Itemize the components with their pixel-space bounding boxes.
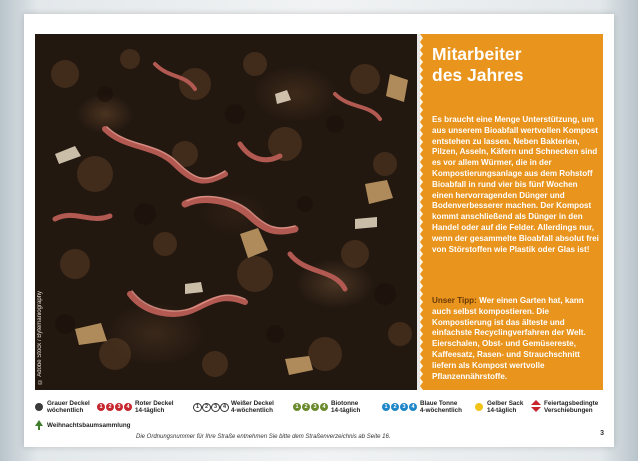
headline-line-1: Mitarbeiter bbox=[432, 44, 522, 64]
headline bbox=[432, 44, 523, 86]
legend-yellow-text: Gelber Sack 14-täglich bbox=[487, 400, 524, 414]
white-number-4-icon: 4 bbox=[220, 403, 229, 412]
collection-legend bbox=[35, 394, 605, 434]
blue-number-2-icon: 2 bbox=[391, 403, 399, 411]
blue-number-4-icon: 4 bbox=[409, 403, 417, 411]
legend-white-text: Weißer Deckel 4-wöchentlich bbox=[231, 400, 274, 414]
headline-line-2: des Jahres bbox=[432, 65, 524, 85]
red-number-1-icon: 1 bbox=[97, 403, 105, 411]
photo-credit: © Adobe Stock / Bytemaniography bbox=[37, 290, 43, 384]
white-number-2-icon: 2 bbox=[202, 403, 211, 412]
compost-worms-photo bbox=[35, 34, 420, 390]
legend-red-text: Roter Deckel 14-täglich bbox=[135, 400, 174, 414]
blue-number-1-icon: 1 bbox=[382, 403, 390, 411]
page-number: 3 bbox=[600, 430, 604, 437]
green-number-3-icon: 3 bbox=[311, 403, 319, 411]
red-number-4-icon: 4 bbox=[124, 403, 132, 411]
page-sheet bbox=[24, 14, 614, 447]
red-number-3-icon: 3 bbox=[115, 403, 123, 411]
article-body: Es braucht eine Menge Unterstützung, um aus unserem Bioabfall wertvollen Kompost entstehen zu lassen. Neben Bakterien, Pilzen, Asseln, Käfern und Schnecken sind es vor allem Würmer, die in der Kompostierungsanlage aus dem Rohstoff Bioabfall in rund vier bis fünf Wochen einen hervorragenden Dünger und Bodenverbesserer machen. Der Kompost kommt anschließend als Dünger in den Handel oder auf die Felder. Allerdings nur, wenn der gesammelte Bioabfall absolut frei von Störstoffen wie Plastik oder Glas ist! bbox=[432, 115, 599, 254]
green-number-4-icon: 4 bbox=[320, 403, 328, 411]
red-arrows-icon bbox=[531, 400, 541, 412]
footnote: Die Ordnungsnummer für Ihre Straße entnehmen Sie bitte dem Straßenverzeichnis ab Seite 16. bbox=[136, 434, 391, 440]
worms-illustration bbox=[35, 34, 420, 390]
tree-icon bbox=[35, 420, 43, 430]
perforated-edge bbox=[417, 34, 423, 390]
legend-bio-text: Biotonne 14-täglich bbox=[331, 400, 361, 414]
gray-dot-icon bbox=[35, 403, 43, 411]
blue-number-3-icon: 3 bbox=[400, 403, 408, 411]
article-panel bbox=[420, 34, 603, 390]
yellow-dot-icon bbox=[475, 403, 483, 411]
tip-paragraph bbox=[432, 296, 600, 382]
red-number-2-icon: 2 bbox=[106, 403, 114, 411]
legend-gray-text: Grauer Deckel wöchentlich bbox=[47, 400, 90, 414]
green-number-1-icon: 1 bbox=[293, 403, 301, 411]
tip-text: Wer einen Garten hat, kann auch selbst kompostieren. Die Kompostierung ist das älteste und einfachste Recyclingverfahren der Welt. Eierschalen, Obst- und Gemüsereste, Kaffeesatz, Rasen- und Strauchschnitt liefern als Kompost wertvolle Pflanzennährstoffe. bbox=[432, 296, 586, 381]
white-number-1-icon: 1 bbox=[193, 403, 202, 412]
green-number-2-icon: 2 bbox=[302, 403, 310, 411]
tip-label: Unser Tipp: bbox=[432, 296, 477, 305]
legend-blue-text: Blaue Tonne 4-wöchentlich bbox=[420, 400, 462, 414]
white-number-3-icon: 3 bbox=[211, 403, 220, 412]
legend-holiday-text: Feiertagsbedingte Verschiebungen bbox=[544, 400, 599, 414]
legend-tree-text: Weihnachtsbaumsammlung bbox=[47, 422, 131, 429]
